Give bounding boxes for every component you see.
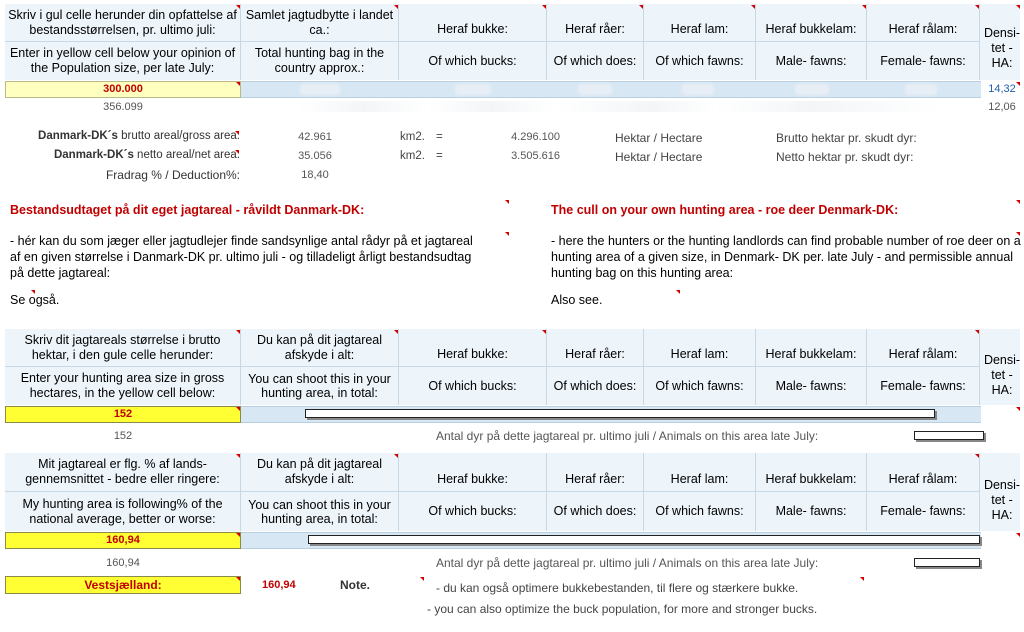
block1-col-male-fawns-da: Heraf bukkelam:	[756, 329, 867, 367]
comment-marker	[505, 200, 509, 204]
block1-shoot-en: You can shoot this in your hunting area, in total:	[241, 367, 399, 405]
total-bag-en: Total hunting bag in the country approx.:	[241, 42, 399, 80]
col-fawns-da: Heraf lam:	[644, 4, 756, 42]
comment-marker	[505, 232, 509, 236]
blurred-does	[578, 84, 612, 95]
section-text-da: - hér kan du som jæger eller jagtudlejer finde sandsynlige antal rådyr på et jagtareal af en given størrelse i Danmark-DK pr. ultimo juli - og tilladeligt årligt bestandsudtag på dette jagtareal:	[10, 234, 473, 280]
block1-col-female-fawns-da: Heraf rålam:	[867, 329, 980, 367]
density-header: Densi-tet - HA:	[983, 25, 1021, 70]
comment-marker	[394, 454, 398, 458]
block1-col-female-fawns-en: Female- fawns:	[867, 367, 980, 405]
comment-marker	[394, 5, 398, 9]
region-select[interactable]: Vestsjælland:	[5, 576, 241, 594]
block2-col-fawns-da: Heraf lam:	[644, 453, 756, 492]
net-equals: =	[436, 150, 443, 162]
block2-animals-label: Antal dyr på dette jagtareal pr. ultimo juli / Animals on this area late July:	[436, 556, 819, 570]
gross-equals: =	[436, 131, 443, 143]
comment-marker	[236, 577, 240, 581]
blurred-total	[300, 84, 340, 95]
comment-marker	[236, 407, 240, 411]
blurred-female-fawns	[905, 84, 937, 95]
comment-marker	[860, 577, 864, 581]
comment-marker	[1016, 232, 1020, 236]
block1-density-header: Densi-tet - HA:	[983, 352, 1021, 397]
block1-col-bucks-da: Heraf bukke:	[399, 329, 547, 367]
net-km2-unit: km2.	[400, 150, 425, 162]
blurred-fawns	[682, 84, 714, 95]
col-bucks-da: Heraf bukke:	[399, 4, 547, 42]
block2-animals-overlay	[914, 558, 980, 567]
block1-area-ref: 152	[113, 429, 133, 442]
net-hectare-label: Hektar / Hectare	[615, 150, 703, 164]
comment-marker	[31, 290, 35, 294]
section-title-en: The cull on your own hunting area - roe deer Denmark-DK:	[551, 203, 899, 217]
gross-label-text: brutto areal/gross area:	[117, 130, 240, 142]
gross-hectare-value: 4.296.100	[511, 131, 560, 143]
block2-percent-input[interactable]: 160,94	[5, 532, 241, 549]
comment-marker	[542, 330, 546, 334]
block2-col-female-fawns-en: Female- fawns:	[867, 492, 980, 531]
block2-col-fawns-en: Of which fawns:	[644, 492, 756, 531]
gross-km2-unit: km2.	[400, 131, 425, 143]
net-label-text: netto areal/net area:	[133, 149, 240, 161]
gross-km2-value: 42.961	[298, 131, 332, 143]
density-ref: 12,06	[988, 100, 1016, 113]
col-female-fawns-en: Female- fawns:	[867, 42, 980, 80]
block2-density-header: Densi-tet - HA:	[983, 477, 1021, 522]
block1-area-input[interactable]: 152	[5, 406, 241, 423]
comment-marker	[975, 330, 979, 334]
block1-result-overlay	[305, 409, 935, 418]
block2-question-en: My hunting area is following% of the national average, better or worse:	[5, 492, 241, 531]
gross-per-deer-blurred	[940, 131, 970, 143]
net-area-label	[12, 149, 240, 161]
population-ref: 356.099	[103, 100, 143, 113]
gross-per-deer-label: Brutto hektar pr. skudt dyr:	[776, 131, 917, 145]
block1-shoot-da: Du kan på dit jagtareal afskyde i alt:	[241, 329, 399, 367]
block1-question-en: Enter your hunting area size in gross hectares, in the yellow cell below:	[5, 367, 241, 405]
gross-country-name: Danmark-DK´s	[38, 130, 118, 142]
comment-marker	[542, 5, 546, 9]
section-title-da: Bestandsudtaget på dit eget jagtareal - råvildt Danmark-DK:	[10, 203, 365, 217]
population-question-da: Skriv i gul celle herunder din opfattelse af bestandsstørrelsen, pr. ultimo juli:	[5, 4, 241, 42]
total-bag-da: Samlet jagtudbytte i landet ca.:	[241, 4, 399, 42]
block2-col-does-en: Of which does:	[547, 492, 644, 531]
deduction-label: Fradrag % / Deduction%:	[105, 168, 240, 182]
comment-marker	[1016, 5, 1020, 9]
comment-marker	[1016, 407, 1020, 411]
blurred-bucks	[455, 84, 491, 95]
block1-col-fawns-da: Heraf lam:	[644, 329, 756, 367]
block2-shoot-en: You can shoot this in your hunting area, in total:	[241, 492, 399, 531]
net-hectare-value: 3.505.616	[511, 150, 560, 162]
block1-col-does-en: Of which does:	[547, 367, 644, 405]
note-label: Note.	[340, 578, 370, 592]
section-text-en: - here the hunters or the hunting landlords can find probable number of roe deer on a hunting area of a given size, in Denmark- DK per. late July - and permissible annual hunting bag on this hunting area:	[551, 234, 1021, 280]
block1-animals-overlay	[914, 431, 984, 440]
ghost-values-row	[300, 101, 940, 112]
comment-marker	[236, 82, 240, 86]
col-bucks-en: Of which bucks:	[399, 42, 547, 80]
comment-marker	[420, 577, 424, 581]
net-per-deer-label: Netto hektar pr. skudt dyr:	[776, 150, 914, 164]
comment-marker	[235, 150, 239, 154]
block1-col-male-fawns-en: Male- fawns:	[756, 367, 867, 405]
col-female-fawns-da: Heraf rålam:	[867, 4, 980, 42]
blurred-male-fawns	[795, 84, 829, 95]
block1-col-bucks-en: Of which bucks:	[399, 367, 547, 405]
region-value: 160,94	[262, 579, 296, 591]
col-fawns-en: Of which fawns:	[644, 42, 756, 80]
net-country-name: Danmark-DK´s	[53, 149, 134, 161]
comment-marker	[1016, 533, 1020, 537]
block2-question-da: Mit jagtareal er flg. % af lands-gennemsnittet - bedre eller ringere:	[5, 453, 241, 492]
comment-marker	[975, 454, 979, 458]
block2-percent-ref: 160,94	[106, 556, 140, 569]
block2-col-male-fawns-da: Heraf bukkelam:	[756, 453, 867, 492]
col-does-en: Of which does:	[547, 42, 644, 80]
block1-animals-label: Antal dyr på dette jagtareal pr. ultimo juli / Animals on this area late July:	[436, 429, 819, 443]
gross-hectare-label: Hektar / Hectare	[615, 131, 703, 145]
comment-marker	[751, 5, 755, 9]
comment-marker	[235, 131, 239, 135]
population-question-en: Enter in yellow cell below your opinion of the Population size, per late July:	[5, 42, 241, 80]
comment-marker	[394, 330, 398, 334]
block2-shoot-da: Du kan på dit jagtareal afskyde i alt:	[241, 453, 399, 492]
col-male-fawns-da: Heraf bukkelam:	[756, 4, 867, 42]
block1-col-does-da: Heraf råer:	[547, 329, 644, 367]
comment-marker	[639, 5, 643, 9]
comment-marker	[975, 5, 979, 9]
block2-col-bucks-en: Of which bucks:	[399, 492, 547, 531]
block1-question-da: Skriv dit jagtareals størrelse i brutto hektar, i den gule celle herunder:	[5, 329, 241, 367]
see-also-en: Also see.	[551, 293, 603, 307]
block1-col-fawns-en: Of which fawns:	[644, 367, 756, 405]
note-line-da: - du kan også optimere bukkebestanden, til flere og stærkere bukke.	[436, 581, 799, 595]
col-male-fawns-en: Male- fawns:	[756, 42, 867, 80]
comment-marker	[862, 5, 866, 9]
comment-marker	[236, 330, 240, 334]
block2-col-male-fawns-en: Male- fawns:	[756, 492, 867, 531]
deduction-value: 18,40	[301, 169, 329, 181]
comment-marker	[1016, 200, 1020, 204]
note-line-en: - you can also optimize the buck population, for more and stronger bucks.	[427, 602, 818, 616]
comment-marker	[236, 454, 240, 458]
col-does-da: Heraf råer:	[547, 4, 644, 42]
block2-col-bucks-da: Heraf bukke:	[399, 453, 547, 492]
comment-marker	[676, 290, 680, 294]
block2-result-overlay	[308, 535, 980, 544]
gross-area-label	[12, 130, 240, 142]
population-input[interactable]: 300.000	[5, 81, 241, 98]
net-km2-value: 35.056	[298, 150, 332, 162]
comment-marker	[236, 533, 240, 537]
block2-col-female-fawns-da: Heraf rålam:	[867, 453, 980, 492]
block2-col-does-da: Heraf råer:	[547, 453, 644, 492]
comment-marker	[236, 5, 240, 9]
density-value: 14,32	[988, 83, 1016, 95]
see-also-da: Se også.	[10, 293, 60, 307]
comment-marker	[1016, 82, 1020, 86]
